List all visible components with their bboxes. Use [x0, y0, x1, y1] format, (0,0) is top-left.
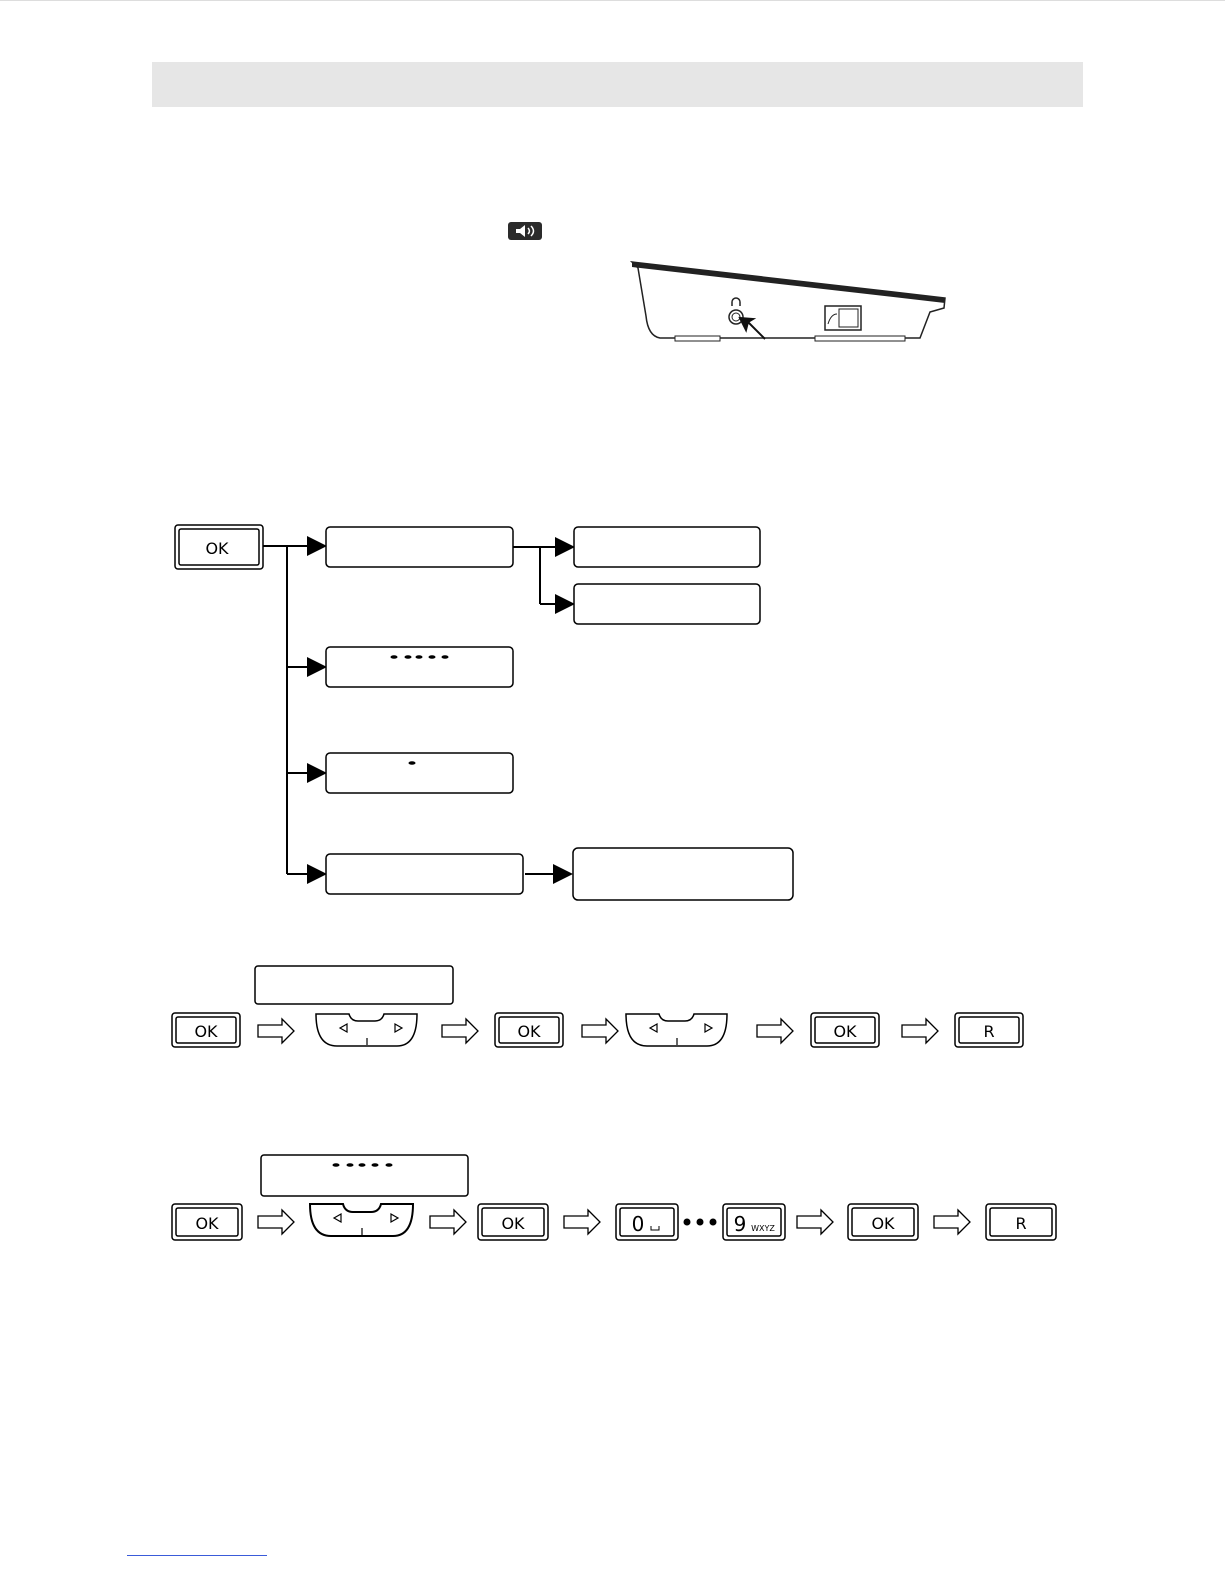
next-arrow-icon	[430, 1210, 466, 1234]
submenu-box-1	[574, 527, 760, 567]
footer-link-underline[interactable]	[127, 1555, 267, 1556]
next-arrow-icon	[757, 1019, 793, 1043]
digit-key-0-label: 0	[631, 1212, 645, 1236]
next-arrow-icon	[564, 1210, 600, 1234]
speaker-key-icon	[507, 221, 543, 241]
next-arrow-icon	[582, 1019, 618, 1043]
display-box-1	[255, 966, 453, 1004]
digit-key-9-letters: WXYZ	[751, 1224, 775, 1233]
r-key-label: R	[1015, 1214, 1027, 1233]
ok-key-label: OK	[194, 1022, 218, 1041]
display-box-2	[261, 1155, 468, 1196]
digit-key-9	[723, 1204, 785, 1240]
key-sequence-1	[160, 960, 1040, 1060]
next-arrow-icon	[934, 1210, 970, 1234]
ok-key-label: OK	[195, 1214, 219, 1233]
next-arrow-icon	[258, 1019, 294, 1043]
digit-key-0	[616, 1204, 678, 1240]
ellipsis-dots	[684, 1219, 717, 1226]
top-rule	[0, 0, 1225, 1]
digit-key-9-label: 9	[733, 1212, 747, 1236]
ok-key-label: OK	[205, 539, 229, 558]
ok-key-label: OK	[871, 1214, 895, 1233]
navigation-key-icon	[310, 1204, 413, 1236]
menu-box-2	[326, 647, 513, 687]
r-key-label: R	[983, 1022, 995, 1041]
next-arrow-icon	[442, 1019, 478, 1043]
section-header-bar	[152, 62, 1083, 107]
ok-key-label: OK	[501, 1214, 525, 1233]
submenu-box-3	[573, 848, 793, 900]
key-sequence-2	[160, 1150, 1065, 1250]
next-arrow-icon	[258, 1210, 294, 1234]
base-station-illustration	[620, 256, 950, 346]
ok-key-label: OK	[517, 1022, 541, 1041]
ok-key-label: OK	[833, 1022, 857, 1041]
menu-box-3	[326, 753, 513, 793]
navigation-key-icon	[626, 1014, 727, 1046]
menu-box-1	[326, 527, 513, 567]
menu-tree-diagram	[160, 515, 810, 910]
navigation-key-icon	[316, 1014, 417, 1046]
next-arrow-icon	[902, 1019, 938, 1043]
next-arrow-icon	[797, 1210, 833, 1234]
submenu-box-2	[574, 584, 760, 624]
menu-box-4	[326, 854, 523, 894]
